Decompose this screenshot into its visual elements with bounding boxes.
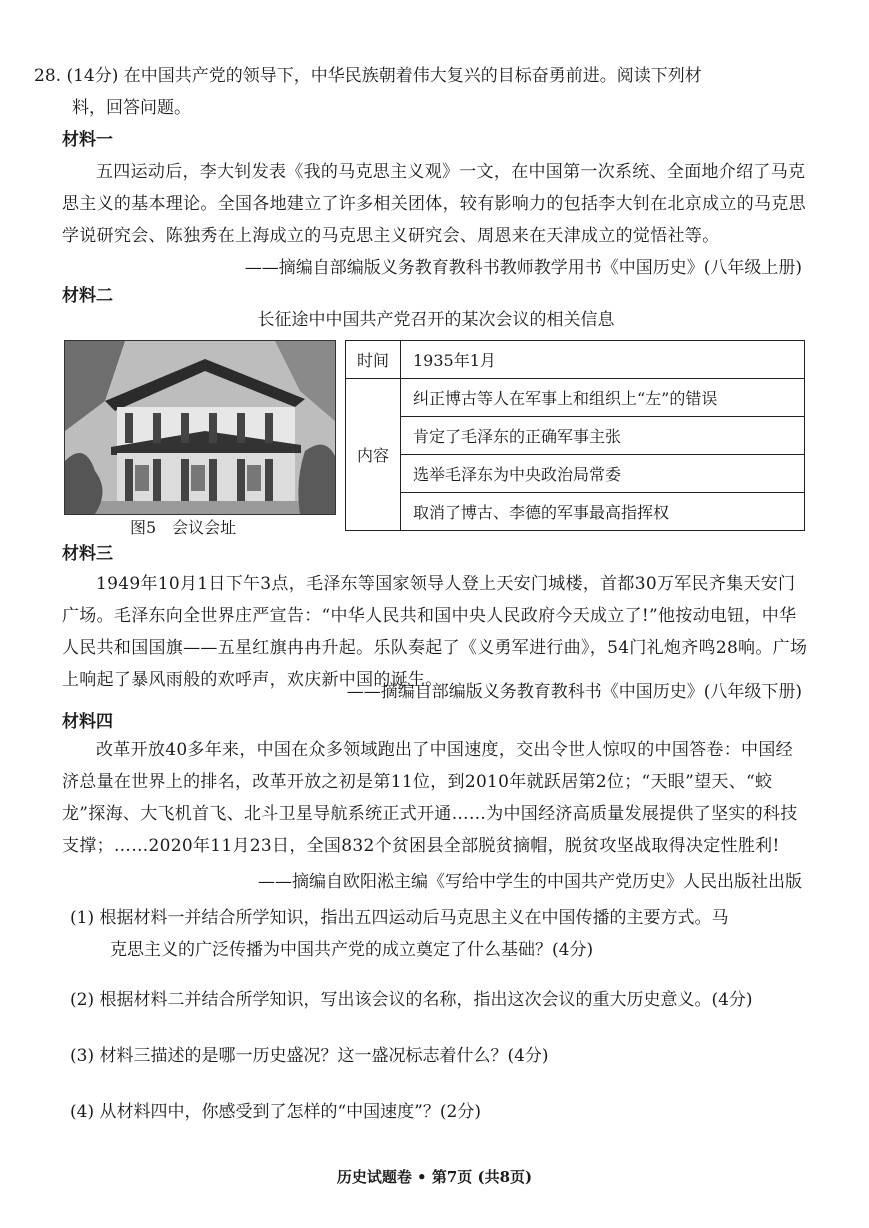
material1-heading: 材料一	[62, 130, 113, 150]
material4-source: ——摘编自欧阳淞主编《写给中学生的中国共产党历史》人民出版社出版	[258, 872, 802, 892]
content-label: 内容	[346, 379, 401, 531]
page-footer: 历史试题卷 • 第7页 (共8页)	[336, 1168, 533, 1186]
time-label: 时间	[346, 341, 401, 379]
content-item: 肯定了毛泽东的正确军事主张	[401, 417, 805, 455]
content-item: 纠正博古等人在军事上和组织上“左”的错误	[401, 379, 805, 417]
sub-question-2: (2) 根据材料二并结合所学知识，写出该会议的名称，指出这次会议的重大历史意义。(4分)	[70, 990, 753, 1010]
table-row	[346, 493, 805, 531]
building-illustration	[65, 341, 335, 514]
question-stem	[34, 60, 834, 124]
table-row	[346, 455, 805, 493]
sub-question-1-line1: (1) 根据材料一并结合所学知识，指出五四运动后马克思主义在中国传播的主要方式。马	[70, 908, 729, 928]
figure-caption: 图5 会议会址	[130, 518, 237, 537]
meeting-site-photo	[64, 340, 336, 515]
material4-text: 改革开放40多年来，中国在众多领域跑出了中国速度，交出令世人惊叹的中国答卷：中国经济总量在世界上的排名，改革开放之初是第11位，到2010年就跃居第2位；“天眼”望天、“蛟龙”探海、大飞机首飞、北斗卫星导航系统正式开通……为中国经济高质量发展提供了坚实的科技支撑；……2020年11月23日，全国832个贫困县全部脱贫摘帽，脱贫攻坚战取得决定性胜利!	[62, 740, 798, 856]
material4-heading: 材料四	[62, 712, 113, 732]
material2-title: 长征途中中国共产党召开的某次会议的相关信息	[257, 310, 615, 330]
material3-source: ——摘编自部编版义务教育教科书《中国历史》(八年级下册)	[346, 682, 802, 702]
material3-text: 1949年10月1日下午3点，毛泽东等国家领导人登上天安门城楼，首都30万军民齐集天安门广场。毛泽东向全世界庄严宣告：“中华人民共和国中央人民政府今天成立了!”他按动电钮，中华人民共和国国旗——五星红旗冉冉升起。乐队奏起了《义勇军进行曲》，54门礼炮齐鸣28响。广场上响起了暴风雨般的欢呼声，欢庆新中国的诞生。	[62, 574, 808, 690]
table-row	[346, 417, 805, 455]
sub-question-4: (4) 从材料四中，你感受到了怎样的“中国速度”？(2分)	[70, 1102, 481, 1122]
sub-question-1-line2: 克思主义的广泛传播为中国共产党的成立奠定了什么基础？(4分)	[110, 940, 594, 960]
content-item: 取消了博古、李德的军事最高指挥权	[401, 493, 805, 531]
material1-source: ——摘编自部编版义务教育教科书教师教学用书《中国历史》(八年级上册)	[244, 258, 802, 278]
sub-question-1	[70, 902, 810, 966]
material3-heading: 材料三	[62, 544, 113, 564]
material1-text: 五四运动后，李大钊发表《我的马克思主义观》一文，在中国第一次系统、全面地介绍了马克思主义的基本理论。全国各地建立了许多相关团体，较有影响力的包括李大钊在北京成立的马克思学说研究会、陈独秀在上海成立的马克思主义研究会、周恩来在天津成立的觉悟社等。	[62, 162, 806, 246]
content-item: 选举毛泽东为中央政治局常委	[401, 455, 805, 493]
table-row	[346, 379, 805, 417]
meeting-info-table	[345, 340, 805, 530]
table-row-time	[346, 341, 805, 379]
question-stem-line2: 料，回答问题。	[72, 98, 191, 118]
sub-question-3: (3) 材料三描述的是哪一历史盛况？这一盛况标志着什么？(4分)	[70, 1046, 549, 1066]
material2-heading: 材料二	[62, 286, 113, 306]
time-value: 1935年1月	[401, 341, 805, 379]
question-stem-line1: 28. (14分) 在中国共产党的领导下，中华民族朝着伟大复兴的目标奋勇前进。阅读下列材	[34, 66, 702, 86]
